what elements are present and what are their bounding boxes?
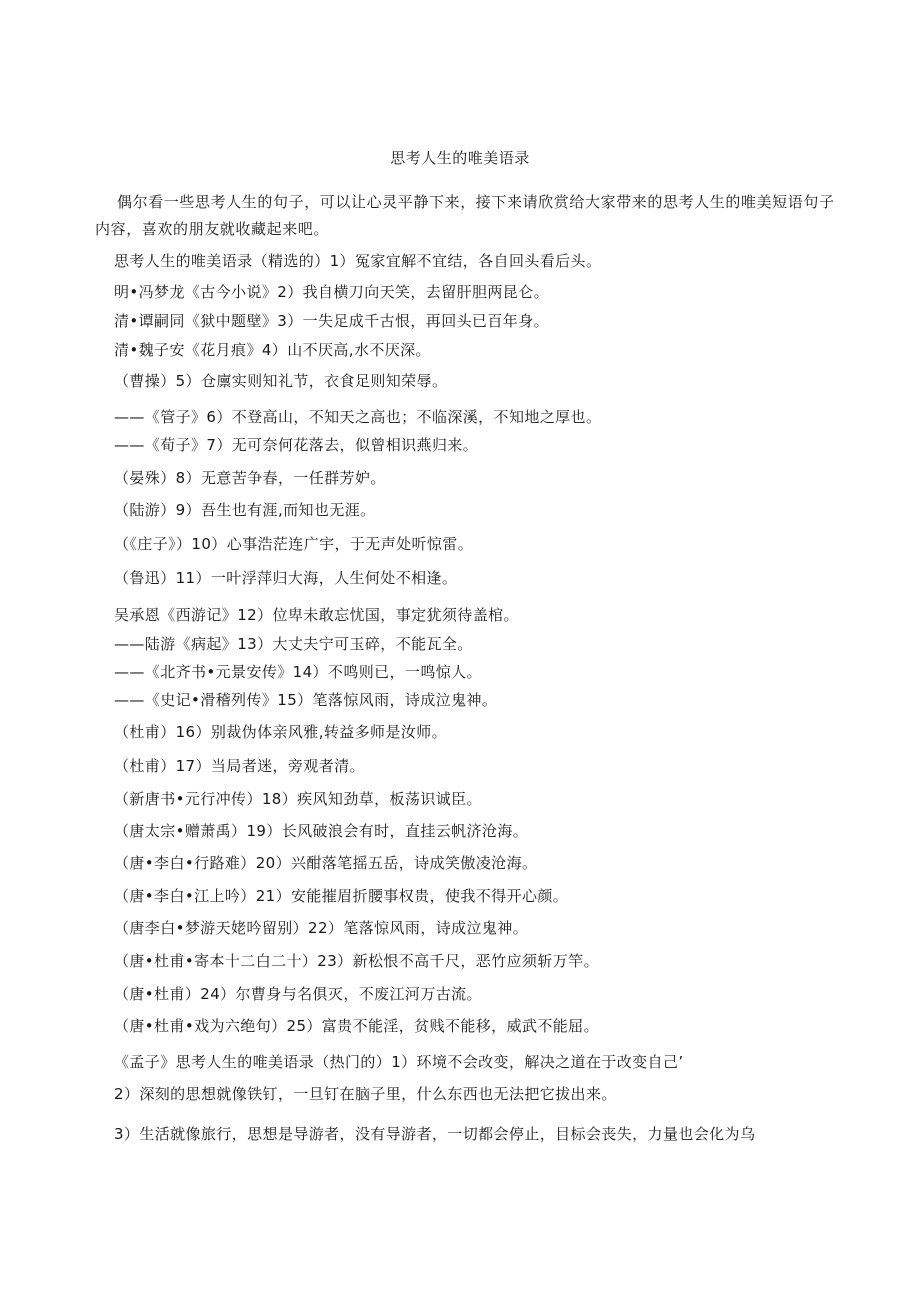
text-line: （唐太宗•赠萧禹）19）长风破浪会有时，直挂云帆济沧海。: [114, 822, 529, 840]
text-line: ——陆游《病起》13）大丈夫宁可玉碎，不能瓦全。: [114, 635, 473, 653]
text-line: （曹操）5）仓廪实则知礼节，衣食足则知荣辱。: [114, 372, 448, 390]
text-line: （唐•李白•行路难）20）兴酣落笔摇五岳，诗成笑傲凌沧海。: [114, 854, 538, 872]
text-line: ——《管子》6）不登高山，不知天之高也；不临深溪，不知地之厚也。: [114, 408, 602, 426]
text-line: （杜甫）16）别裁伪体亲风雅,转益多师是汝师。: [114, 723, 448, 741]
text-line: 《孟子》思考人生的唯美语录（热门的）1）环境不会改变，解决之道在于改变自己’: [114, 1053, 684, 1071]
text-line: 清•谭嗣同《狱中题壁》3）一失足成千古恨，再回头已百年身。: [114, 312, 549, 330]
text-line: （《庄子》）10）心事浩茫连广宇，于无声处听惊雷。: [114, 535, 474, 553]
text-line: 吴承恩《西游记》12）位卑未敢忘忧国，事定犹须待盖棺。: [114, 606, 519, 624]
text-line: 3）生活就像旅行，思想是导游者，没有导游者，一切都会停止，目标会丧失，力量也会化为乌: [114, 1125, 756, 1143]
intro-paragraph: 偶尔看一些思考人生的句子，可以让心灵平静下来，接下来请欣赏给大家带来的思考人生的唯美短语句子内容，喜欢的朋友就收藏起来吧。: [95, 193, 835, 238]
text-line: （新唐书•元行冲传）18）疾风知劲草，板荡识诚臣。: [114, 790, 482, 808]
text-line: （杜甫）17）当局者迷，旁观者清。: [114, 757, 365, 775]
text-line: 思考人生的唯美语录（精选的）1）冤家宜解不宜结，各自回头看后头。: [114, 252, 602, 270]
text-line: 明•冯梦龙《古今小说》2）我自横刀向天笑，去留肝胆两昆仑。: [114, 283, 549, 301]
text-line: 2）深刻的思想就像铁钉，一旦钉在脑子里，什么东西也无法把它拔出来。: [114, 1085, 617, 1103]
text-line: （唐•杜甫•戏为六绝句）25）富贵不能淫，贫贱不能移，威武不能屈。: [114, 1017, 599, 1035]
text-line: ——《荀子》7）无可奈何花落去，似曾相识燕归来。: [114, 436, 479, 454]
text-line: （唐•杜甫）24）尔曹身与名俱灭，不废江河万古流。: [114, 985, 482, 1003]
text-line: （唐李白•梦游天姥吟留别）22）笔落惊风雨，诗成泣鬼神。: [114, 919, 529, 937]
text-line: （陆游）9）吾生也有涯,而知也无涯。: [114, 501, 376, 519]
text-line: （唐•杜甫•寄本十二白二十）23）新松恨不高千尺，恶竹应须斩万竿。: [114, 952, 599, 970]
page-title: 思考人生的唯美语录: [390, 149, 530, 167]
text-line: （唐•李白•江上吟）21）安能摧眉折腰事权贵，使我不得开心颜。: [114, 887, 569, 905]
text-line: （晏殊）8）无意苦争春，一任群芳妒。: [114, 469, 386, 487]
text-line: （鲁迅）11）一叶浮萍归大海，人生何处不相逢。: [114, 569, 458, 587]
text-line: ——《史记•滑稽列传》15）笔落惊风雨，诗成泣鬼神。: [114, 691, 498, 709]
text-line: ——《北齐书•元景安传》14）不鸣则已，一鸣惊人。: [114, 663, 482, 681]
text-line: 清•魏子安《花月痕》4）山不厌高,水不厌深。: [114, 341, 431, 359]
